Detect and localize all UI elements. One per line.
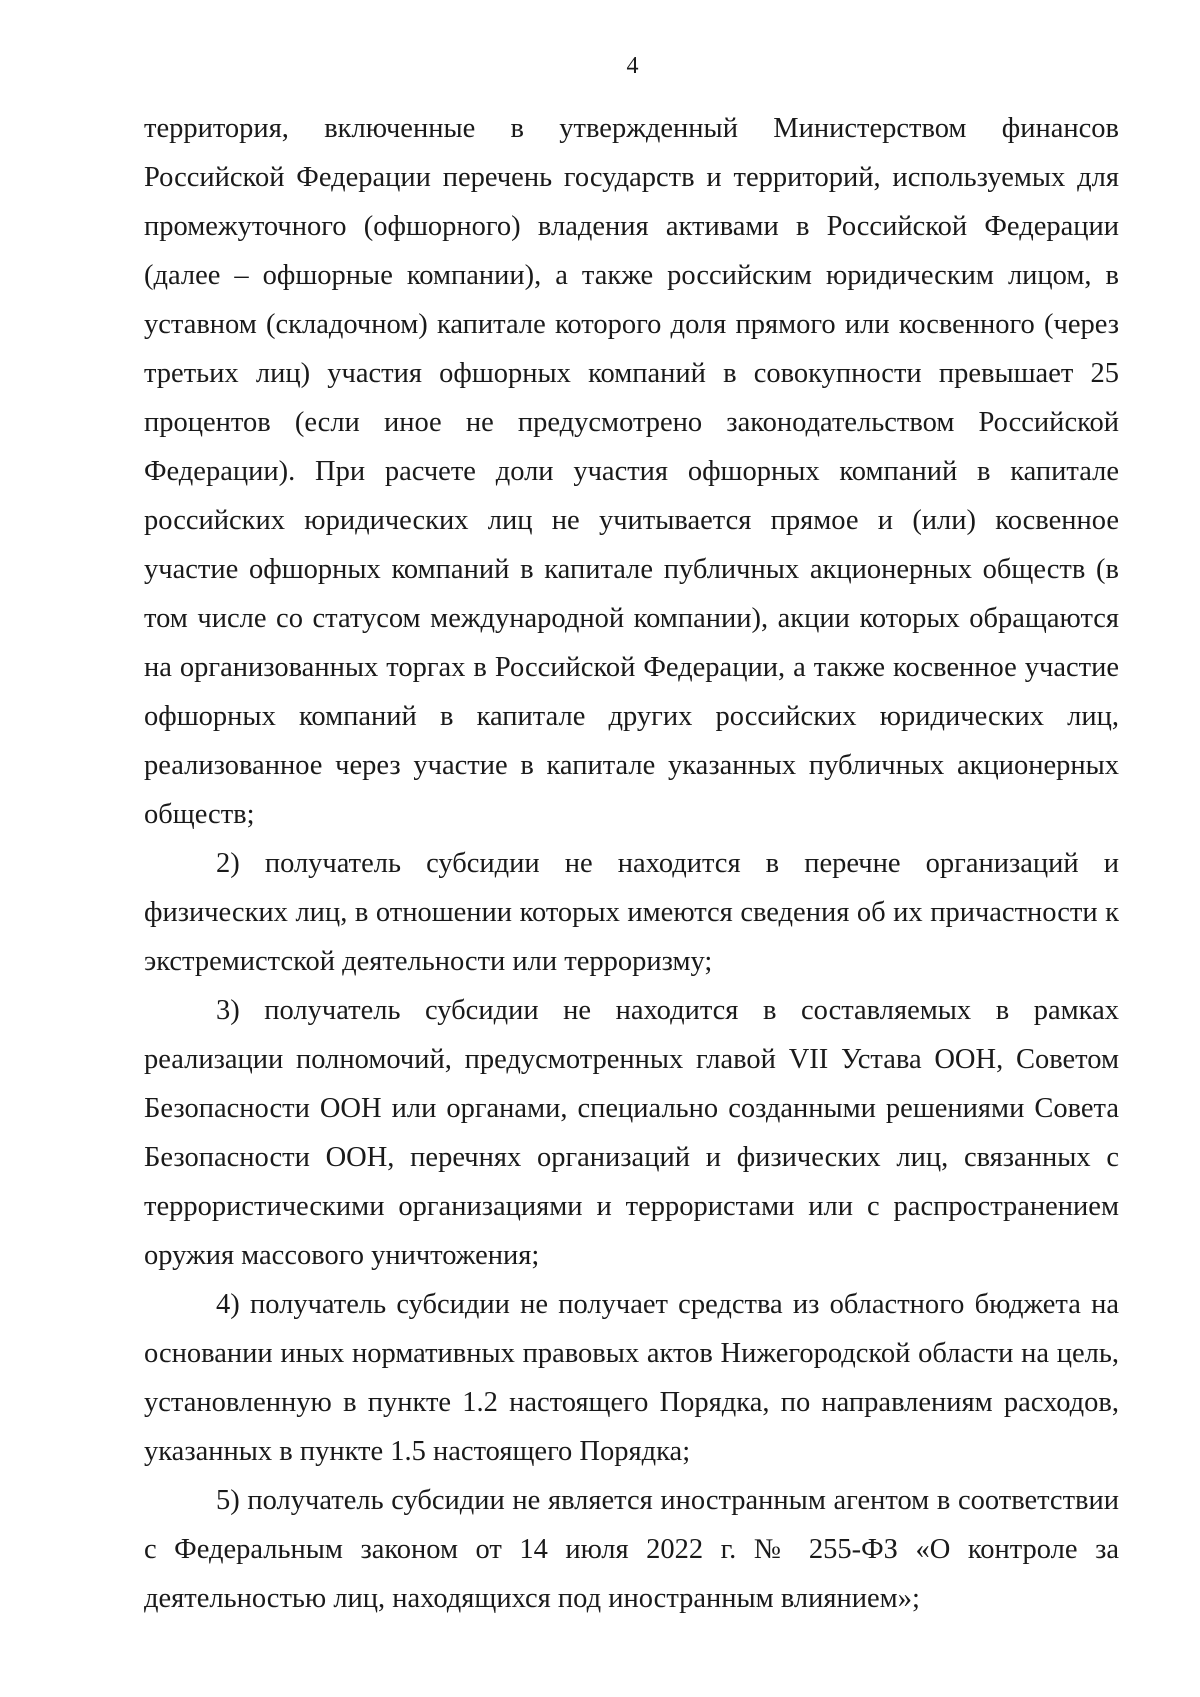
paragraph-item-4: 4) получатель субсидии не получает средства из областного бюджета на основании иных нормативных правовых актов Нижегородской области на цель, установленную в пункте 1.2 настоящего Порядка, по направлениям расходов, указанных в пункте 1.5 настоящего Порядка;: [144, 1289, 1119, 1467]
paragraph-item-3: 3) получатель субсидии не находится в составляемых в рамках реализации полномочий, предусмотренных главой VII Устава ООН, Советом Безопасности ООН или органами, специально созданными решениями Совета Безопасности ООН, перечнях организаций и физических лиц, связанных с террористическими организациями и террористами или с распространением оружия массового уничтожения;: [144, 995, 1119, 1271]
paragraph-item-2: 2) получатель субсидии не находится в перечне организаций и физических лиц, в отношении которых имеются сведения об их причастности к экстремистской деятельности или терроризму;: [144, 848, 1119, 977]
paragraph-offshore-companies: территория, включенные в утвержденный Министерством финансов Российской Федерации перечень государств и территорий, используемых для промежуточного (офшорного) владения активами в Российской Федерации (далее – офшорные компании), а также российским юридическим лицом, в уставном (складочном) капитале которого доля прямого или косвенного (через третьих лиц) участия офшорных компаний в совокупности превышает 25 процентов (если иное не предусмотрено законодательством Российской Федерации). При расчете доли участия офшорных компаний в капитале российских юридических лиц не учитывается прямое и (или) косвенное участие офшорных компаний в капитале публичных акционерных обществ (в том числе со статусом международной компании), акции которых обращаются на организованных торгах в Российской Федерации, а также косвенное участие офшорных компаний в капитале других российских юридических лиц, реализованное через участие в капитале указанных публичных акционерных обществ;: [144, 113, 1119, 830]
paragraph-item-5: 5) получатель субсидии не является иностранным агентом в соответствии с Федеральным законом от 14 июля 2022 г. № 255-ФЗ «О контроле за деятельностью лиц, находящихся под иностранным влиянием»;: [144, 1485, 1119, 1614]
document-body: [144, 104, 1119, 1623]
page-number: 4: [626, 53, 639, 79]
